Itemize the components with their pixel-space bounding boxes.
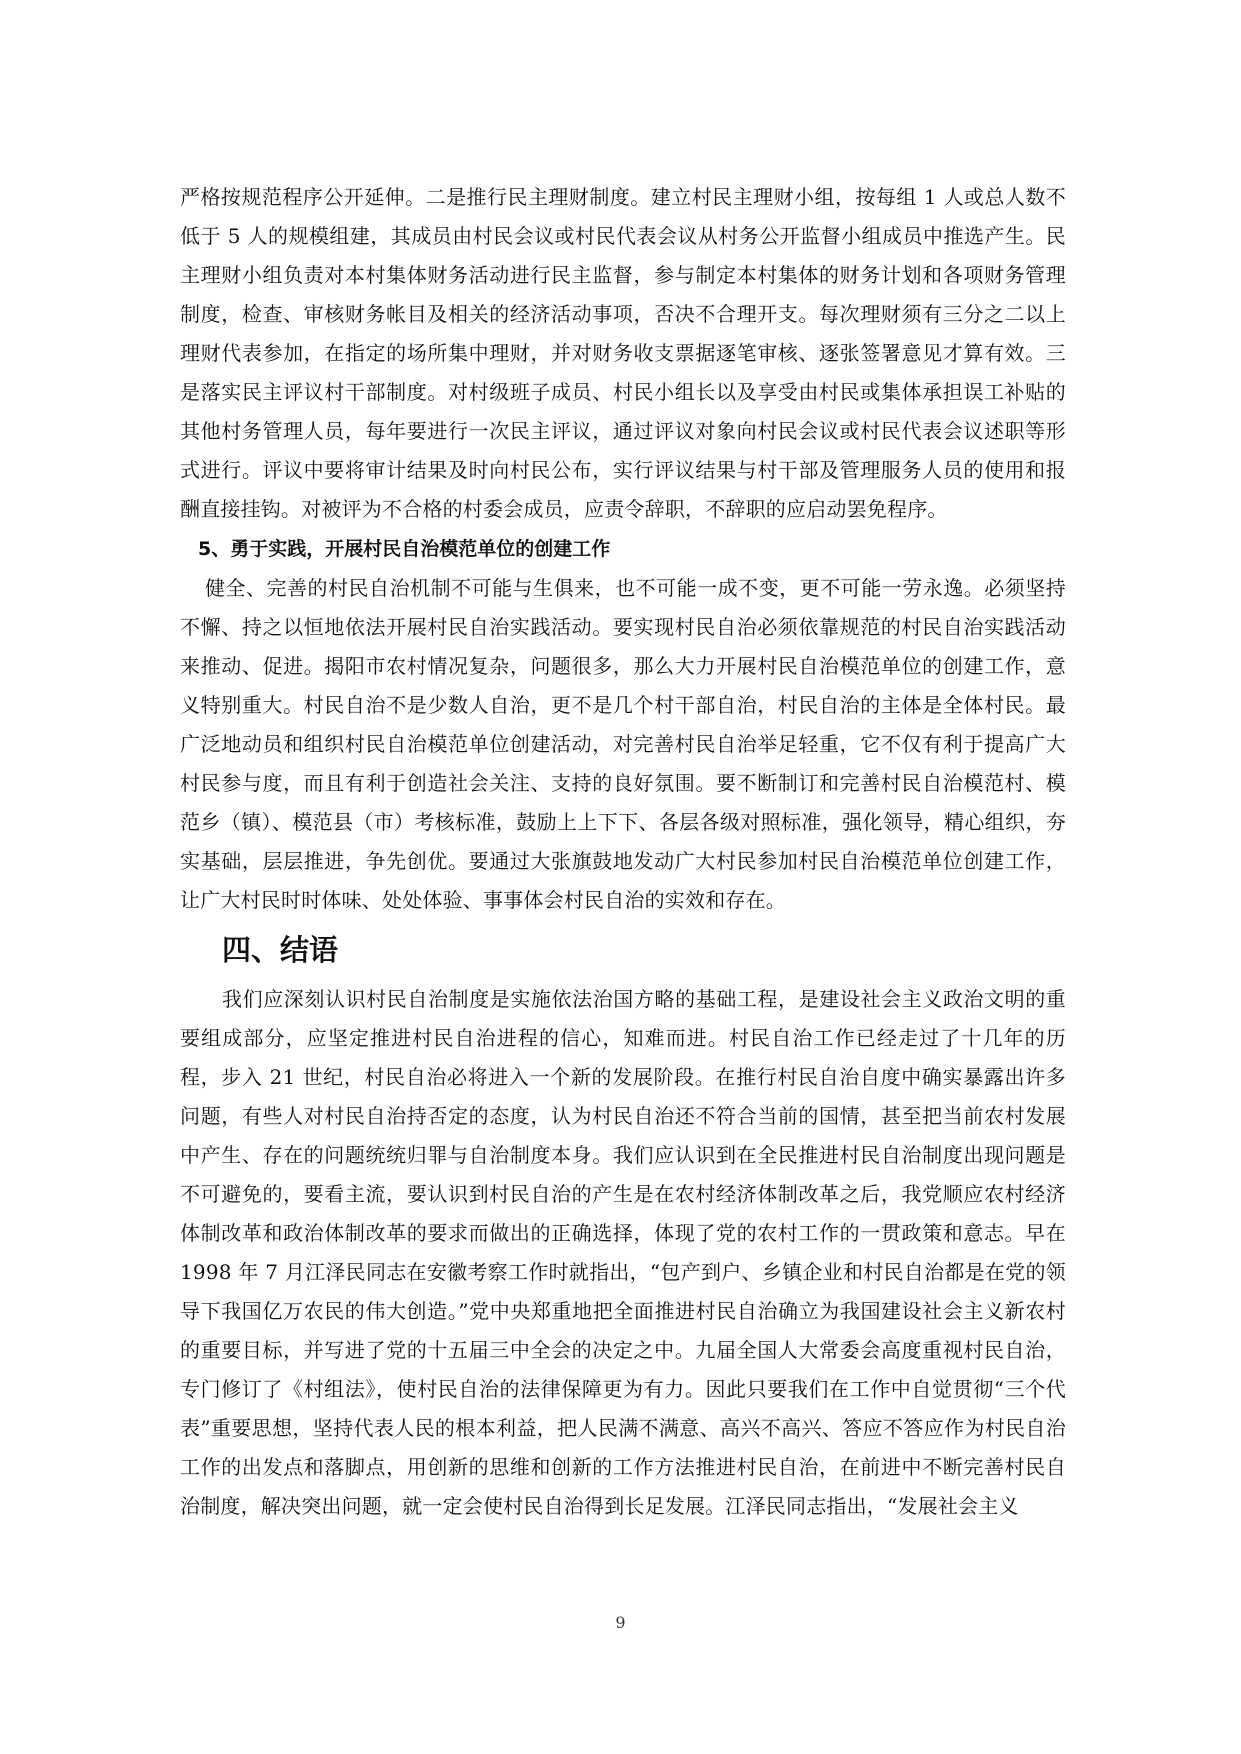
- paragraph-continuation: 严格按规范程序公开延伸。二是推行民主理财制度。建立村民主理财小组，按每组 1 人或总人数不低于 5 人的规模组建，其成员由村民会议或村民代表会议从村务公开监督小组成员中推选产生。民主理财小组负责对本村集体财务活动进行民主监督，参与制定本村集体的财务计划和各项财务管理制度，检查、审核财务帐目及相关的经济活动事项，否决不合理开支。每次理财须有三分之二以上理财代表参加，在指定的场所集中理财，并对财务收支票据逐笔审核、逐张签署意见才算有效。三是落实民主评议村干部制度。对村级班子成员、村民小组长以及享受由村民或集体承担误工补贴的其他村务管理人员，每年要进行一次民主评议，通过评议对象向村民会议或村民代表会议述职等形式进行。评议中要将审计结果及时向村民公布，实行评议结果与村干部及管理服务人员的使用和报酬直接挂钩。对被评为不合格的村委会成员，应责令辞职，不辞职的应启动罢免程序。: [180, 185, 1066, 521]
- page-number: 9: [615, 1613, 626, 1632]
- paragraph-model-unit-creation: 健全、完善的村民自治机制不可能与生俱来，也不可能一成不变，更不可能一劳永逸。必须坚持不懈、持之以恒地依法开展村民自治实践活动。要实现村民自治必须依靠规范的村民自治实践活动来推动、促进。揭阳市农村情况复杂，问题很多，那么大力开展村民自治模范单位的创建工作，意义特别重大。村民自治不是少数人自治，更不是几个村干部自治，村民自治的主体是全体村民。最广泛地动员和组织村民自治模范单位创建活动，对完善村民自治举足轻重，它不仅有利于提高广大村民参与度，而且有利于创造社会关注、支持的良好氛围。要不断制订和完善村民自治模范村、模范乡（镇）、模范县（市）考核标准，鼓励上上下下、各层各级对照标准，强化领导，精心组织，夯实基础，层层推进，争先创优。要通过大张旗鼓地发动广大村民参加村民自治模范单位创建工作，让广大村民时时体味、处处体验、事事体会村民自治的实效和存在。: [180, 576, 1066, 912]
- document-page: [180, 178, 1066, 1526]
- section-title-conclusion: 四、结语: [222, 933, 339, 967]
- subheading-item-5: 5、勇于实践，开展村民自治模范单位的创建工作: [198, 538, 611, 560]
- paragraph-conclusion: 我们应深刻认识村民自治制度是实施依法治国方略的基础工程，是建设社会主义政治文明的重要组成部分，应坚定推进村民自治进程的信心，知难而进。村民自治工作已经走过了十几年的历程，步入 21 世纪，村民自治必将进入一个新的发展阶段。在推行村民自治自度中确实暴露出许多问题，有些人对村民自治持否定的态度，认为村民自治还不符合当前的国情，甚至把当前农村发展中产生、存在的问题统统归罪与自治制度本身。我们应认识到在全民推进村民自治制度出现问题是不可避免的，要看主流，要认识到村民自治的产生是在农村经济体制改革之后，我党顺应农村经济体制改革和政治体制改革的要求而做出的正确选择，体现了党的农村工作的一贯政策和意志。早在 1998 年 7 月江泽民同志在安徽考察工作时就指出，“包产到户、乡镇企业和村民自治都是在党的领导下我国亿万农民的伟大创造。”党中央郑重地把全面推进村民自治确立为我国建设社会主义新农村的重要目标，并写进了党的十五届三中全会的决定之中。九届全国人大常委会高度重视村民自治，专门修订了《村组法》，使村民自治的法律保障更为有力。因此只要我们在工作中自觉贯彻“三个代表”重要思想，坚持代表人民的根本利益，把人民满不满意、高兴不高兴、答应不答应作为村民自治工作的出发点和落脚点，用创新的思维和创新的工作方法推进村民自治，在前进中不断完善村民自治制度，解决突出问题，就一定会使村民自治得到长足发展。江泽民同志指出，“发展社会主义: [180, 987, 1066, 1518]
